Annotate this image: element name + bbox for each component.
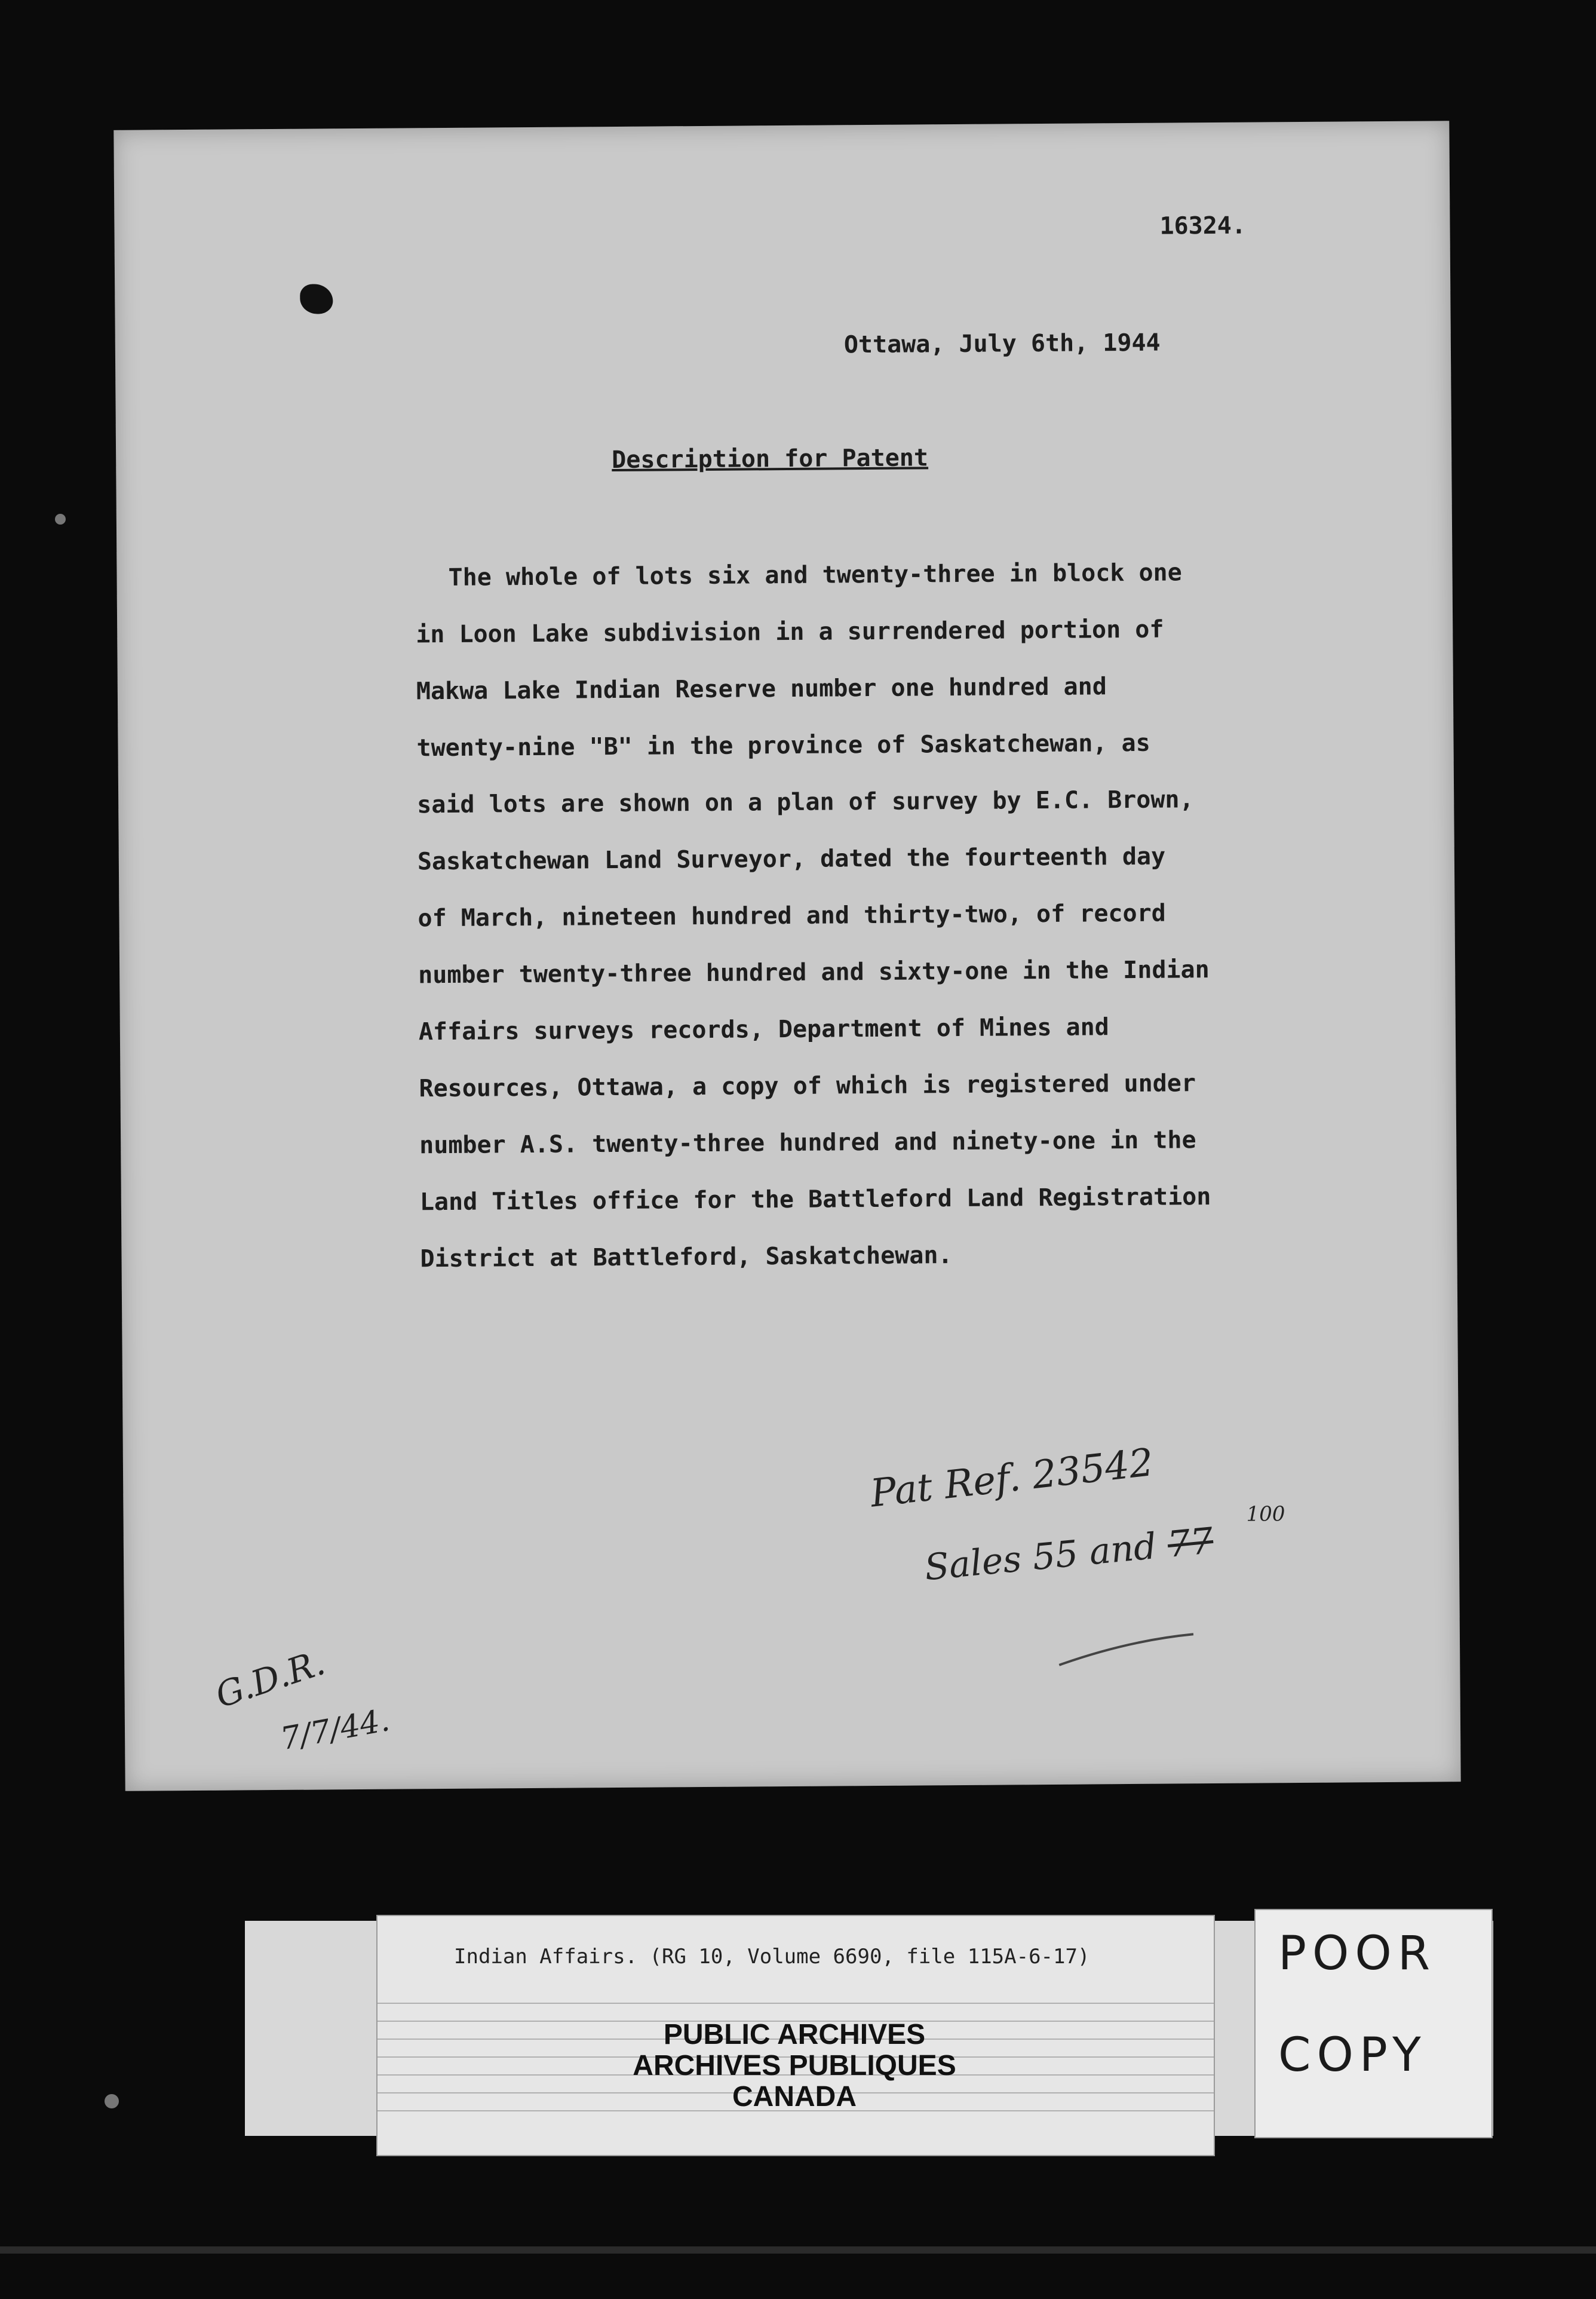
document-page (113, 121, 1460, 1791)
ink-blot (300, 284, 333, 314)
body-line: said lots are shown on a plan of survey by E.C. Brown, (417, 786, 1194, 819)
film-edge (0, 2246, 1596, 2254)
handwritten-initials: G.D.R. (210, 1642, 330, 1716)
body-line: Affairs surveys records, Department of Mines and (418, 1013, 1109, 1046)
document-title: Description for Patent (612, 444, 929, 474)
handwritten-sales-prefix: Sales 55 and (922, 1525, 1159, 1589)
handwritten-pat-ref: Pat Ref. 23542 (868, 1440, 1156, 1516)
archives-line-2: ARCHIVES PUBLIQUES (633, 2050, 956, 2082)
dust-speck (105, 2094, 119, 2108)
body-line: number twenty-three hundred and sixty-one in the Indian (418, 956, 1210, 989)
handwritten-correction: 100 (1246, 1502, 1285, 1526)
body-line: number A.S. twenty-three hundred and ninety-one in the (419, 1126, 1196, 1160)
body-line: Saskatchewan Land Surveyor, dated the fourteenth day (417, 842, 1166, 876)
poor-copy-line-2: COPY (1278, 2028, 1427, 2082)
body-line: of March, nineteen hundred and thirty-two, of record (418, 899, 1166, 933)
body-line: The whole of lots six and twenty-three in block one (448, 559, 1182, 591)
body-line: in Loon Lake subdivision in a surrendered portion of (416, 615, 1164, 649)
archives-line-3: CANADA (732, 2081, 857, 2113)
handwritten-sales-note (923, 1520, 1216, 1589)
label-rule (377, 2003, 1214, 2004)
pen-stroke (1056, 1628, 1200, 1677)
poor-copy-line-1: POOR (1278, 1927, 1437, 1981)
body-line: Makwa Lake Indian Reserve number one hundred and (416, 673, 1107, 706)
body-line: Land Titles office for the Battleford Land Registration (419, 1183, 1211, 1216)
body-line: twenty-nine "B" in the province of Saskatchewan, as (416, 729, 1150, 762)
handwritten-initials-date: 7/7/44. (278, 1702, 392, 1758)
body-line: District at Battleford, Saskatchewan. (420, 1242, 953, 1273)
document-number: 16324. (1159, 211, 1247, 240)
dust-speck (55, 514, 66, 525)
handwritten-struck-value: 77 (1165, 1520, 1216, 1566)
archives-line-1: PUBLIC ARCHIVES (663, 2019, 926, 2050)
document-date: Ottawa, July 6th, 1944 (843, 329, 1161, 359)
archive-reference: Indian Affairs. (RG 10, Volume 6690, file 115A-6-17) (454, 1945, 1090, 1969)
body-line: Resources, Ottawa, a copy of which is registered under (419, 1069, 1196, 1103)
